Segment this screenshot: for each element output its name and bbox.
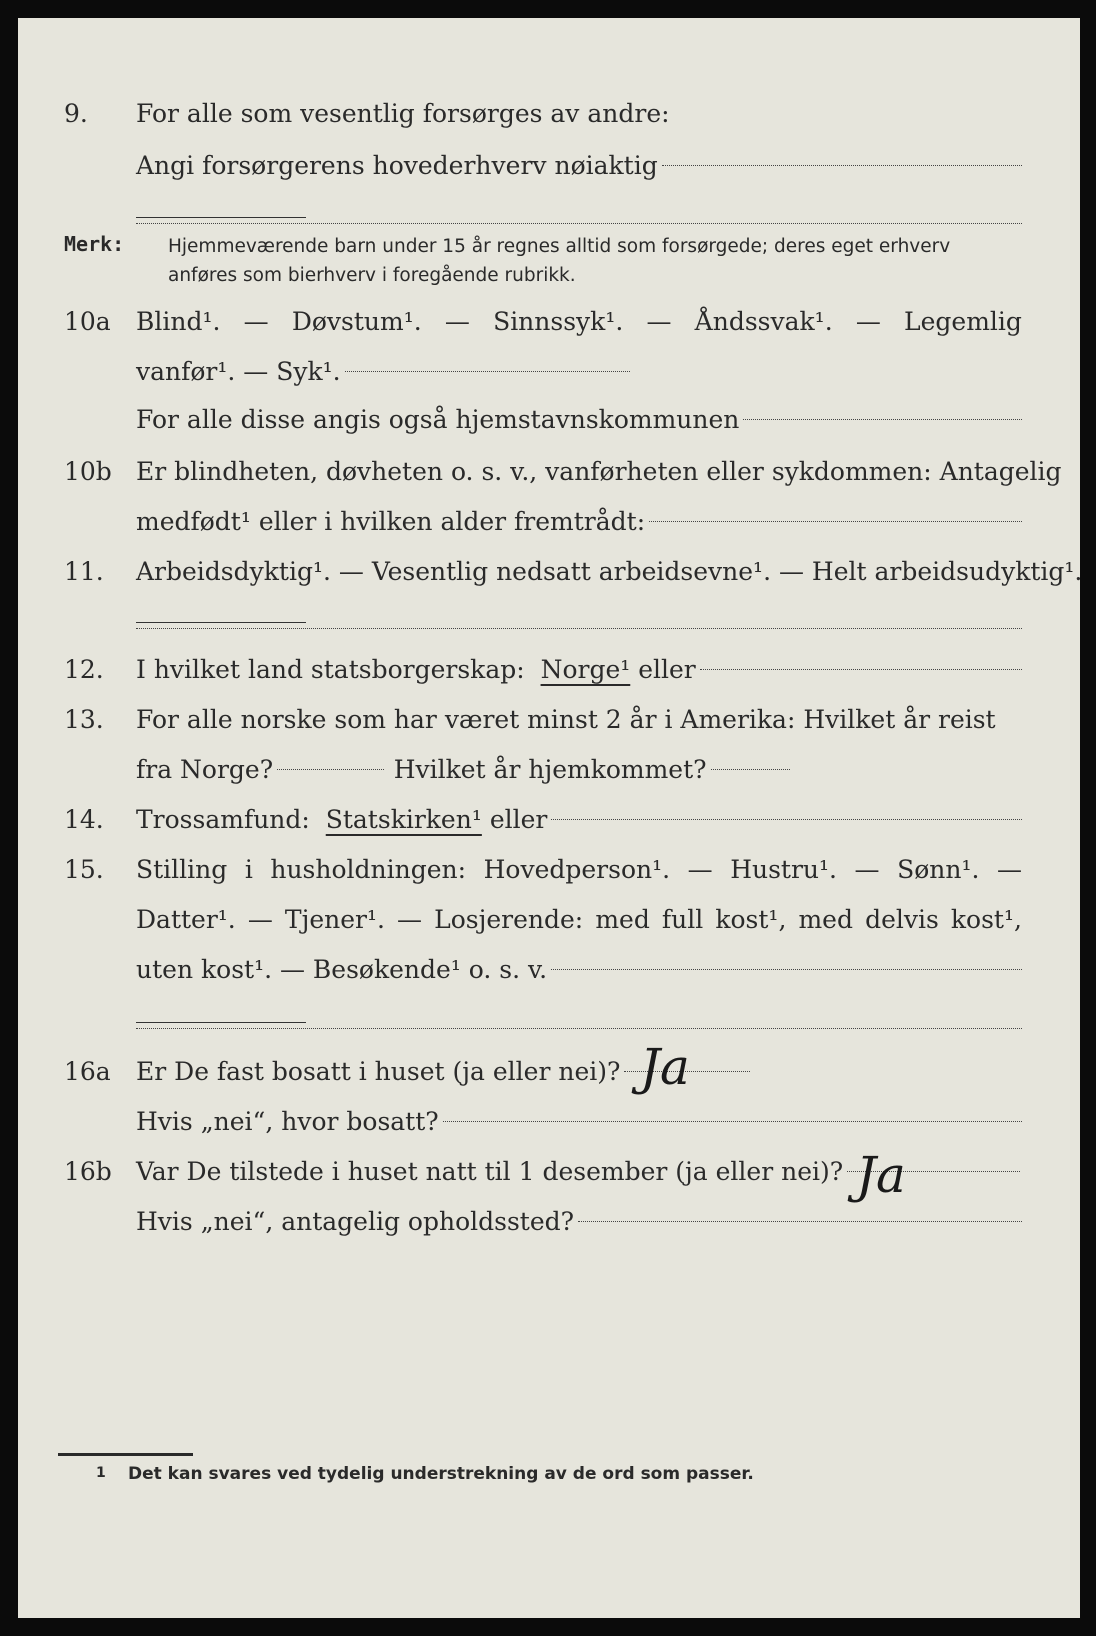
q10b-row-1: [18, 452, 1080, 492]
q15-options-1: [136, 850, 1022, 890]
q15-word: full: [661, 905, 704, 934]
q13-reist-field[interactable]: [136, 750, 384, 790]
q9-row-1: [18, 94, 1080, 134]
option-delvis-kost[interactable]: kost¹,: [950, 905, 1022, 934]
q15-text-3: uten kost¹. — Besøkende¹ o. s. v.: [136, 955, 548, 984]
q10a-text-2: vanfør¹. — Syk¹.: [136, 357, 341, 386]
q14-underlined[interactable]: Statskirken¹: [325, 805, 482, 834]
q16a-row-1: [18, 1052, 1080, 1092]
option-sinnssyk[interactable]: Sinnssyk¹.: [493, 307, 624, 336]
dotted-line: [345, 370, 630, 372]
q13-number: 13.: [64, 705, 104, 734]
dotted-line: [743, 418, 1022, 420]
dotted-line: [578, 1220, 1022, 1222]
dash: —: [444, 307, 470, 336]
q10b-text-1: Er blindheten, døvheten o. s. v., vanførheten eller sykdommen: Antagelig: [136, 457, 1062, 486]
dotted-separator: [136, 628, 1022, 629]
dotted-line: [443, 1120, 1022, 1122]
option-blind[interactable]: Blind¹.: [136, 307, 221, 336]
q13-row-1: [18, 700, 1080, 740]
merk-label: Merk:: [64, 232, 125, 256]
q10b-text-2: medfødt¹ eller i hvilken alder fremtrådt:: [136, 507, 646, 536]
q11-row: [18, 552, 1083, 592]
option-hustru[interactable]: Hustru¹.: [730, 855, 837, 884]
q16b-row-1: [18, 1152, 1080, 1192]
q16a-bosatt-field[interactable]: [136, 1102, 1022, 1142]
q15-word: med: [595, 905, 650, 934]
q13-text-2a: fra Norge?: [136, 755, 274, 784]
q15-answer-field[interactable]: [136, 950, 1022, 990]
dash: —: [243, 307, 269, 336]
q13-hjemkommet-field[interactable]: [394, 750, 790, 790]
solid-separator: [136, 217, 306, 218]
q16b-text-1: Var De tilstede i huset natt til 1 desember (ja eller nei)?: [136, 1157, 844, 1186]
q11-text[interactable]: Arbeidsdyktig¹. — Vesentlig nedsatt arbeidsevne¹. — Helt arbeidsudyktig¹.: [136, 557, 1083, 586]
merk-note: [168, 232, 1022, 290]
q10a-hjemstavn-field[interactable]: [136, 400, 1022, 440]
dotted-line: [551, 818, 1022, 820]
q14-prefix: Trossamfund:: [136, 805, 310, 834]
q16a-text-2: Hvis „nei“, hvor bosatt?: [136, 1107, 439, 1136]
q10b-number: 10b: [64, 457, 112, 486]
dash: —: [855, 307, 881, 336]
q11-number: 11.: [64, 557, 104, 586]
q15-options-2: [136, 900, 1022, 940]
dotted-separator: [136, 223, 1022, 224]
footnote-text: Det kan svares ved tydelig understrekning av de ord som passer.: [128, 1464, 754, 1484]
option-legemlig[interactable]: Legemlig: [904, 307, 1022, 336]
census-form-page: [18, 18, 1083, 1618]
q9-answer-field[interactable]: [136, 146, 1022, 186]
q9-text-2: Angi forsørgerens hovederhverv nøiaktig: [136, 151, 658, 180]
q12-prefix: I hvilket land statsborgerskap:: [136, 655, 525, 684]
dotted-separator: [136, 1028, 1022, 1029]
dotted-line: [662, 164, 1022, 166]
q15-number: 15.: [64, 855, 104, 884]
q16b-text-2: Hvis „nei“, antagelig opholdssted?: [136, 1207, 575, 1236]
q13-answer-fields: [136, 750, 790, 790]
q10a-number: 10a: [64, 307, 111, 336]
dash: —: [397, 905, 423, 934]
q15-row-3: [18, 950, 1080, 990]
q10a-row-1: [18, 302, 1080, 342]
dash: —: [646, 307, 672, 336]
dotted-line: [649, 520, 1022, 522]
q16b-opholdssted-field[interactable]: [136, 1202, 1022, 1242]
q13-text-1: For alle norske som har været minst 2 år i Amerika: Hvilket år reist: [136, 705, 996, 734]
option-sonn[interactable]: Sønn¹.: [897, 855, 980, 884]
q14-suffix: eller: [489, 805, 548, 834]
solid-separator: [136, 1022, 306, 1023]
dotted-line: [277, 768, 384, 770]
dash: —: [247, 905, 273, 934]
dash: —: [854, 855, 880, 884]
q15-row-1: [18, 850, 1080, 890]
q10b-answer-field[interactable]: [136, 502, 1022, 542]
q15-word: med: [798, 905, 853, 934]
q16b-row-2: [18, 1202, 1080, 1242]
q9-number: 9.: [64, 99, 88, 128]
dash: —: [687, 855, 713, 884]
q16a-number: 16a: [64, 1057, 111, 1086]
merk-line-1: Hjemmeværende barn under 15 år regnes alltid som forsørgede; deres eget erhverv: [168, 236, 951, 257]
q15-word: husholdningen:: [270, 855, 467, 884]
q15-word: Stilling: [136, 855, 228, 884]
q14-number: 14.: [64, 805, 104, 834]
q16b-number: 16b: [64, 1157, 112, 1186]
q15-row-2: [18, 900, 1080, 940]
q9-row-2: [18, 146, 1080, 186]
option-datter[interactable]: Datter¹.: [136, 905, 236, 934]
q14-row: [18, 800, 1080, 840]
option-andssvak[interactable]: Åndssvak¹.: [694, 307, 833, 336]
option-full-kost[interactable]: kost¹,: [715, 905, 787, 934]
q12-row: [18, 650, 1080, 690]
q16a-handwritten-answer: Ja: [640, 1038, 690, 1096]
option-dovstum[interactable]: Døvstum¹.: [291, 307, 422, 336]
q15-word: Losjerende:: [434, 905, 584, 934]
q10a-answer-field[interactable]: [136, 352, 630, 392]
option-tjener[interactable]: Tjener¹.: [284, 905, 385, 934]
footnote-mark: 1: [96, 1465, 106, 1481]
q10a-row-3: [18, 400, 1080, 440]
option-hovedperson[interactable]: Hovedperson¹.: [483, 855, 671, 884]
q13-text-2b: Hvilket år hjemkommet?: [393, 755, 707, 784]
q14-answer-field[interactable]: [136, 800, 1022, 840]
q15-word: i: [244, 855, 253, 884]
q12-answer-field[interactable]: [136, 650, 1022, 690]
q10a-options: [136, 302, 1022, 342]
footnote-rule: [58, 1453, 193, 1456]
q16a-row-2: [18, 1102, 1080, 1142]
dotted-line: [711, 768, 790, 770]
q10a-row-2: [18, 352, 1080, 392]
dotted-line: [551, 968, 1022, 970]
dash: —: [997, 855, 1022, 884]
q13-row-2: [18, 750, 1080, 790]
q15-word: delvis: [865, 905, 939, 934]
q12-suffix: eller: [638, 655, 696, 684]
merk-line-2: anføres som bierhverv i foregående rubrikk.: [168, 265, 576, 286]
q16a-text-1: Er De fast bosatt i huset (ja eller nei)?: [136, 1057, 621, 1086]
solid-separator: [136, 622, 306, 623]
q12-underlined[interactable]: Norge¹: [540, 655, 631, 684]
q16b-handwritten-answer: Ja: [856, 1146, 906, 1204]
q10b-row-2: [18, 502, 1080, 542]
q10a-text-3: For alle disse angis også hjemstavnskommunen: [136, 405, 740, 434]
q9-text-1: For alle som vesentlig forsørges av andre:: [136, 99, 670, 128]
q12-number: 12.: [64, 655, 104, 684]
dotted-line: [700, 668, 1022, 670]
